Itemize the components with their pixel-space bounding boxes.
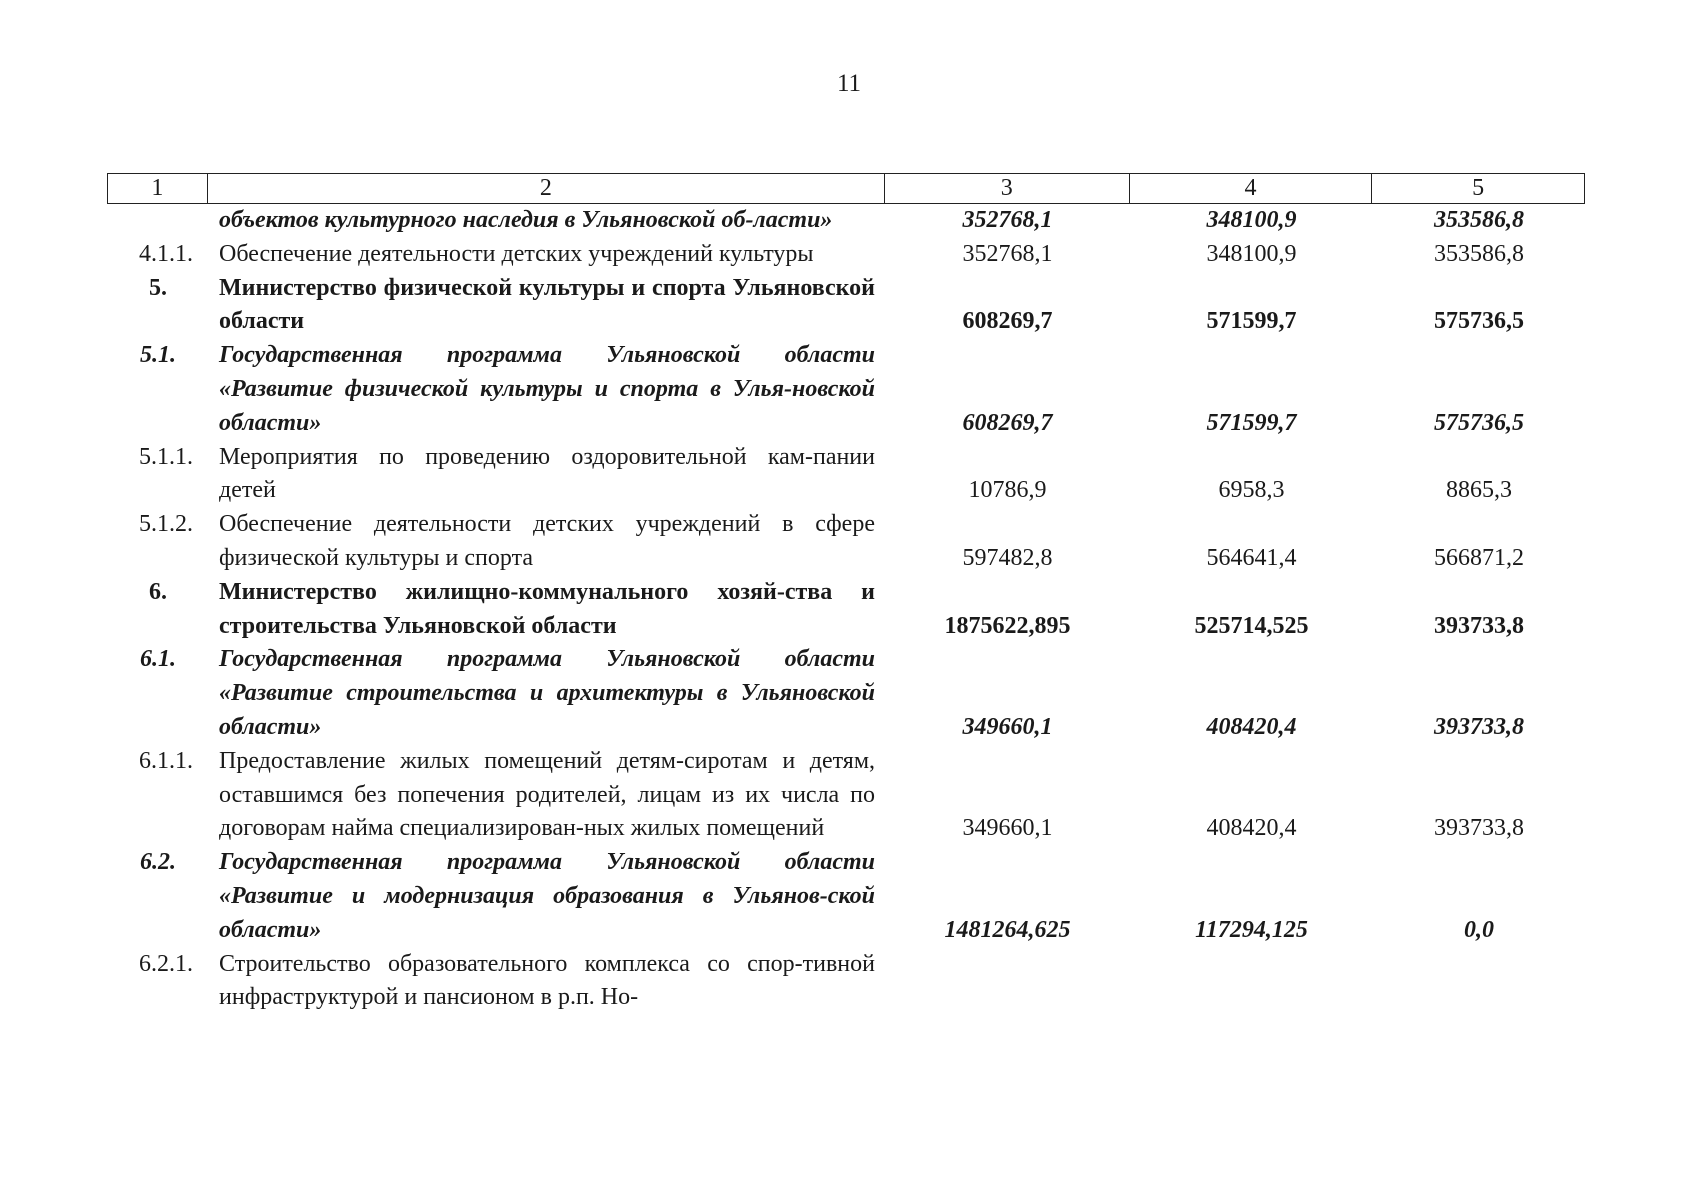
table-row xyxy=(107,204,1585,238)
row-value-4: 408420,4 xyxy=(1206,713,1297,740)
row-number: 5.1.2. xyxy=(139,511,193,538)
row-value-3: 608269,7 xyxy=(962,308,1053,335)
row-value-5: 393733,8 xyxy=(1434,612,1524,639)
row-value-3: 10786,9 xyxy=(968,477,1047,504)
row-value-3: 1875622,895 xyxy=(944,612,1071,639)
row-value-5: 0,0 xyxy=(1464,916,1494,943)
row-number: 6.1. xyxy=(140,646,176,673)
row-text: объектов культурного наследия в Ульяновской об-ласти» xyxy=(219,207,833,233)
row-value-5: 575736,5 xyxy=(1434,308,1524,335)
row-value-5: 393733,8 xyxy=(1434,815,1524,842)
row-value-5: 353586,8 xyxy=(1434,240,1524,267)
row-number: 5.1. xyxy=(140,342,176,369)
row-text: Министерство жилищно-коммунального хозяй-ства и строительства Ульяновской области xyxy=(219,578,875,639)
budget-table xyxy=(107,173,1585,1015)
row-value-3: 597482,8 xyxy=(962,544,1053,571)
row-value-4: 571599,7 xyxy=(1206,409,1297,436)
row-text: Министерство физической культуры и спорта Ульяновской области xyxy=(219,274,875,335)
row-value-4: 571599,7 xyxy=(1206,308,1297,335)
row-value-3: 352768,1 xyxy=(962,207,1053,233)
row-value-3: 608269,7 xyxy=(962,409,1053,436)
table-row xyxy=(107,272,1585,340)
row-number: 5.1.1. xyxy=(139,443,193,470)
table-row xyxy=(107,508,1585,576)
row-text: Государственная программа Ульяновской области «Развитие строительства и архитектуры в Ульяновской области» xyxy=(219,646,875,740)
table-header xyxy=(107,173,1585,204)
row-value-5: 393733,8 xyxy=(1434,713,1524,740)
row-value-4: 117294,125 xyxy=(1195,916,1308,943)
row-value-5: 8865,3 xyxy=(1446,477,1512,504)
table-row xyxy=(107,643,1585,744)
row-number: 6.1.1. xyxy=(139,747,193,774)
row-text: Предоставление жилых помещений детям-сиротам и детям, оставшимся без попечения родителей, лицам из их числа по договорам найма специализирован-ных жилых помещений xyxy=(219,747,875,842)
header-col-2: 2 xyxy=(208,174,885,203)
row-value-5: 566871,2 xyxy=(1434,544,1524,571)
row-number: 6. xyxy=(149,578,167,605)
row-number: 4.1.1. xyxy=(139,240,193,267)
table-row xyxy=(107,441,1585,509)
header-col-5: 5 xyxy=(1472,175,1485,201)
row-value-3: 352768,1 xyxy=(962,240,1053,267)
row-text: Государственная программа Ульяновской области «Развитие физической культуры и спорта в Улья-новской области» xyxy=(219,342,875,436)
row-value-4: 525714,525 xyxy=(1194,612,1309,639)
header-col-3: 3 xyxy=(885,174,1130,203)
table-row xyxy=(107,339,1585,440)
row-value-4: 6958,3 xyxy=(1218,477,1285,504)
row-value-4: 348100,9 xyxy=(1206,207,1297,233)
row-number: 5. xyxy=(149,274,167,301)
table-row xyxy=(107,745,1585,846)
row-value-3: 1481264,625 xyxy=(944,916,1071,943)
row-value-3: 349660,1 xyxy=(962,815,1053,842)
header-col-4: 4 xyxy=(1130,174,1373,203)
table-row xyxy=(107,238,1585,272)
row-value-3: 349660,1 xyxy=(962,713,1053,740)
table-row xyxy=(107,576,1585,644)
row-text: Обеспечение деятельности детских учреждений культуры xyxy=(219,240,814,267)
row-value-5: 575736,5 xyxy=(1434,409,1524,436)
row-value-5: 353586,8 xyxy=(1434,207,1524,233)
row-number: 6.2.1. xyxy=(139,950,193,977)
row-text: Обеспечение деятельности детских учреждений в сфере физической культуры и спорта xyxy=(219,511,875,571)
row-text: Мероприятия по проведению оздоровительной кам-пании детей xyxy=(219,443,875,504)
page-number: 11 xyxy=(836,70,862,97)
row-text: Государственная программа Ульяновской области «Развитие и модернизация образования в Ульянов-ской области» xyxy=(219,849,875,943)
row-value-4: 408420,4 xyxy=(1206,815,1297,842)
row-value-4: 348100,9 xyxy=(1206,240,1297,267)
row-text: Строительство образовательного комплекса со спор-тивной инфраструктурой и пансионом в р.п. Но- xyxy=(219,950,875,1011)
row-value-4: 564641,4 xyxy=(1206,544,1297,571)
header-col-1: 1 xyxy=(108,174,208,203)
table-row xyxy=(107,846,1585,947)
row-number: 6.2. xyxy=(140,849,176,876)
table-row xyxy=(107,948,1585,1016)
